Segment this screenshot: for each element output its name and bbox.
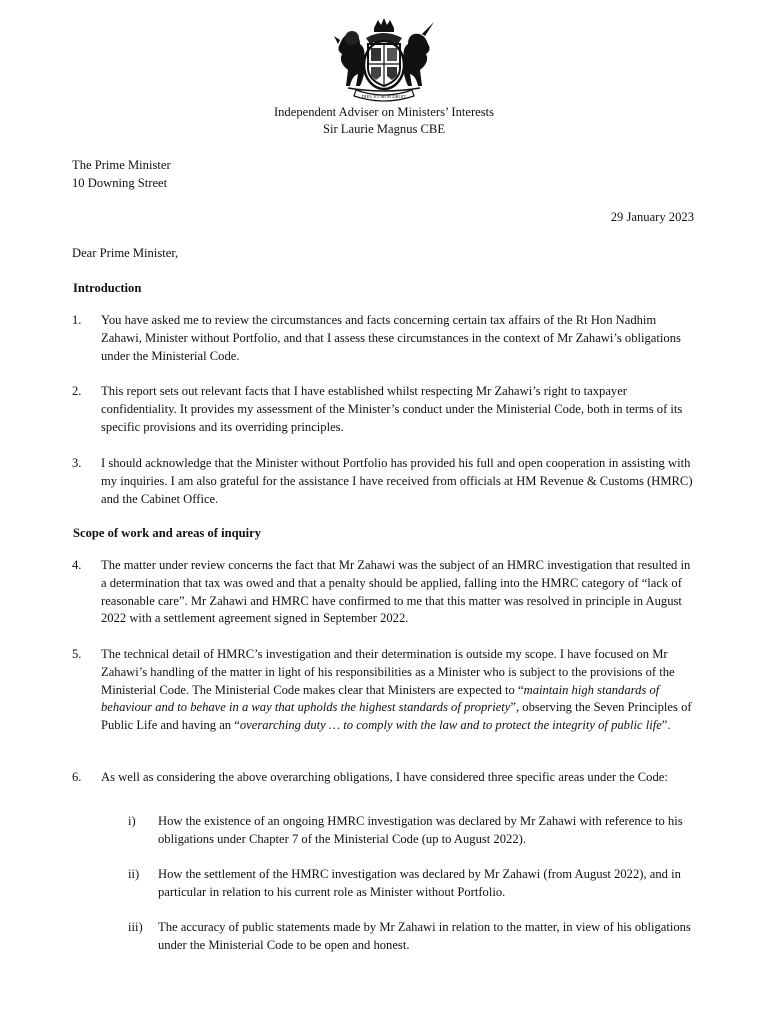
sub-item-iii [128, 919, 698, 955]
paragraph-text: You have asked me to review the circumstances and facts concerning certain tax affairs of the Rt Hon Nadhim Zahawi, Minister without Portfolio, and that I assess these circumstances in the context of Mr Zahawi’s obligations under the Ministerial Code. [101, 313, 681, 363]
paragraph-number: 2. [72, 384, 82, 398]
paragraph-3 [72, 455, 697, 508]
royal-coat-of-arms-icon [326, 14, 442, 104]
paragraph-text: I should acknowledge that the Minister without Portfolio has provided his full and open cooperation in assisting with my inquiries. I am also grateful for the assistance I have received from officials at HM Revenue & Customs (HMRC) and the Cabinet Office. [101, 456, 693, 506]
sub-item-text: How the existence of an ongoing HMRC investigation was declared by Mr Zahawi with reference to his obligations under Chapter 7 of the Ministerial Code (up to August 2022). [158, 814, 683, 846]
section-heading-introduction: Introduction [73, 281, 142, 295]
paragraph-text-part: The technical detail of HMRC’s investigation and their determination is outside my scope. I have focused on Mr Zahawi’s handling of the matter in light of his responsibilities as a Minister who is subject to the provisions of the Ministerial Code. The Ministerial Code makes clear that Ministers are expected to “ [101, 647, 675, 697]
code-quote-duty: overarching duty … to comply with the law and to protect the integrity of public life [239, 718, 662, 733]
paragraph-text: This report sets out relevant facts that I have established whilst respecting Mr Zahawi’s right to taxpayer confidentiality. It provides my assessment of the Minister’s conduct under the Ministerial Code, both in terms of its specific provisions and its overriding principles. [101, 384, 683, 434]
adviser-name: Sir Laurie Magnus CBE [322, 122, 446, 136]
paragraph-number: 1. [72, 313, 82, 327]
paragraph-number: 6. [72, 770, 82, 784]
sub-item-text: How the settlement of the HMRC investigation was declared by Mr Zahawi (from August 2022), and in particular in relation to his current role as Minister without Portfolio. [158, 867, 681, 899]
recipient-line-1: The Prime Minister [72, 158, 171, 172]
sub-item-text: The accuracy of public statements made by Mr Zahawi in relation to the matter, in view of his obligations under the Ministerial Code to be open and honest. [158, 920, 691, 952]
paragraph-text: As well as considering the above overarching obligations, I have considered three specific areas under the Code: [101, 770, 668, 784]
adviser-title: Independent Adviser on Ministers’ Interests [273, 105, 495, 119]
letter-date: 29 January 2023 [610, 210, 694, 224]
paragraph-number: 4. [72, 558, 82, 572]
section-heading-scope: Scope of work and areas of inquiry [73, 526, 261, 540]
paragraph-text-part: ”. [661, 718, 671, 733]
recipient-address [72, 156, 171, 192]
sub-item-number: iii) [128, 920, 143, 934]
paragraph-6 [72, 769, 697, 787]
paragraph-5 [72, 646, 697, 735]
paragraph-4 [72, 557, 697, 628]
salutation: Dear Prime Minister, [72, 246, 179, 260]
recipient-line-2: 10 Downing Street [72, 176, 168, 190]
paragraph-1 [72, 312, 697, 365]
paragraph-number: 5. [72, 647, 82, 661]
paragraph-text: The matter under review concerns the fact that Mr Zahawi was the subject of an HMRC investigation that resulted in a determination that tax was owed and that a penalty should be applied, falling into the HMRC category of “lack of reasonable care”. Mr Zahawi and HMRC have confirmed to me that this matter was resolved in principle in August 2022 with a settlement agreement signed in September 2022. [101, 558, 691, 626]
sub-item-ii [128, 866, 698, 902]
letter-header [0, 104, 768, 138]
crest-motto: DIEU ET MON DROIT [361, 94, 407, 99]
paragraph-number: 3. [72, 456, 82, 470]
paragraph-2 [72, 383, 697, 436]
code-quote-standards: maintain high standards of behaviour and to behave in a way that upholds the highest standards of propriety [101, 682, 660, 715]
paragraph-text [101, 646, 697, 735]
sub-item-number: i) [128, 814, 136, 828]
sub-item-i [128, 813, 698, 849]
paragraph-text-part: ”, observing the Seven Principles of Public Life and having an “ [101, 700, 692, 733]
sub-item-number: ii) [128, 867, 140, 881]
